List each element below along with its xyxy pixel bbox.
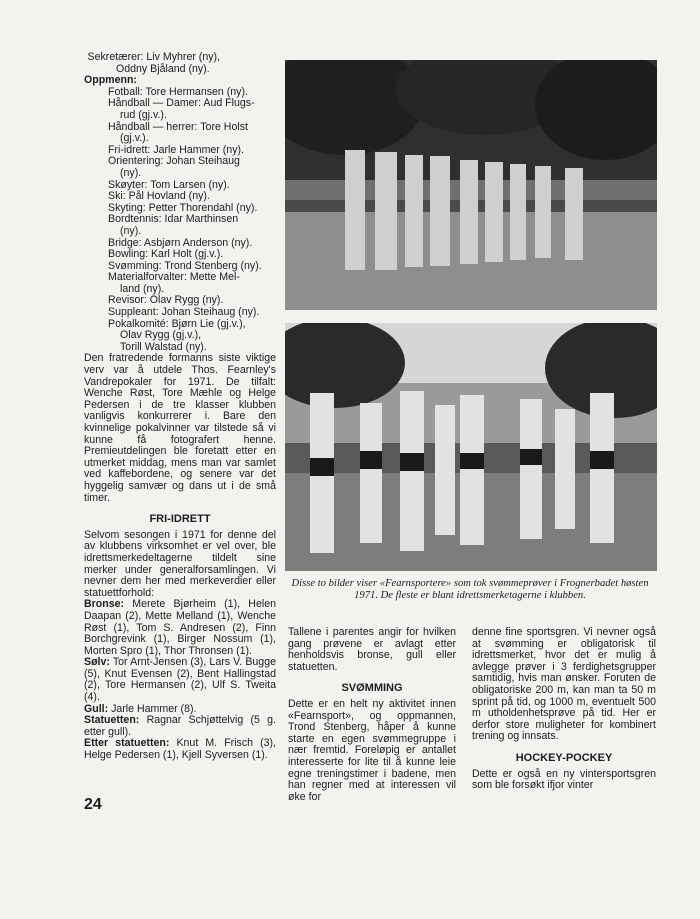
statuetten-entry [84, 715, 276, 738]
paragraph-hockey: Dette er også en ny vintersportsgren som ble forsøkt ifjor vinter [472, 767, 656, 792]
oppmann-line: Skyting: Petter Thorendahl (ny). [108, 201, 258, 214]
svomming-heading: SVØMMING [341, 682, 403, 695]
oppmenn-heading: Oppmenn: [84, 74, 137, 87]
bronse-entry [84, 599, 276, 657]
statuetten-label: Statuetten: [84, 714, 140, 727]
gull-text: Jarle Hammer (8). [111, 702, 197, 715]
gull-label: Gull: [84, 702, 109, 715]
oppmann-line: Suppleant: Johan Steihaug (ny). [108, 306, 260, 319]
photo-1-illustration [285, 60, 657, 310]
middle-column [288, 627, 456, 803]
paragraph-pokaler: Den fratredende formanns siste viktige verv var å utdele Thos. Fearnley's Vandrepokaler for 1971. De tilfalt: Wenche Røst, Tore Mæhle og Helge Pedersen i de tre klasser klubben vanligvis konkurrerer i. Bare den kvinnelige pokalvinner var tilstede så vi kunne få fotografert henne. Premieutdelingen ble foretatt etter en utmerket middag, mens man var samlet ved kaffebordene, og senere var det hyggelig samvær og dans ut i de små timer. [84, 352, 276, 504]
oppmann-line: Skøyter: Tom Larsen (ny). [108, 178, 230, 191]
paragraph-sportsgren: denne fine sportsgren. Vi nevner også at svømming er obligatorisk til idrettsmerket, hvor det er mulig å avlegge prøver i 3 ferdighetsgrupper samtidig, hvis man ønsker. Foruten de obligatoriske 200 m, kan man ta 50 m sprint på tid, og 1000 m, eventuelt 500 m utholdenhetsprøve på tid. Her er derfor store muligheter for kombinert trening og innsats. [472, 626, 656, 743]
friidrett-heading: FRI-IDRETT [149, 513, 211, 526]
oppmann-line: Pokalkomité: Bjørn Lie (gj.v.), [108, 317, 246, 330]
etter-statuetten-entry [84, 738, 276, 761]
etter-statuetten-text: Knut M. Frisch (3), Helge Pedersen (1), Kjell Syversen (1). [84, 737, 277, 762]
oppmann-line: Bridge: Asbjørn Anderson (ny). [108, 236, 253, 249]
photo-swimmers-group-2 [285, 323, 657, 571]
oppmann-line: Materialforvalter: Mette Mel- [108, 271, 240, 284]
photo-2-illustration [285, 323, 657, 571]
secretary-line-1: Sekretærer: Liv Myhrer (ny), [87, 51, 220, 63]
oppmann-line: (ny). [120, 166, 142, 179]
right-column [472, 627, 656, 792]
oppmann-line: (ny). [120, 224, 142, 237]
paragraph-friidrett: Selvom sesongen i 1971 for denne del av klubbens virksomhet er vel over, ble idrettsmerkedeltagerne tildelt sine merker under generalforsamlingen. Vi nevner dem her med merkeverdier eller statuettforhold: [84, 528, 276, 599]
bronse-label: Bronse: [84, 598, 125, 611]
solv-label: Sølv: [84, 656, 110, 669]
oppmann-line: Fri-idrett: Jarle Hammer (ny). [108, 143, 244, 156]
page-number: 24 [84, 796, 102, 813]
oppmann-line: land (ny). [120, 282, 165, 295]
secretary-line-2: Oddny Bjåland (ny). [116, 62, 210, 75]
oppmann-line: Svømming: Trond Stenberg (ny). [108, 259, 262, 272]
paragraph-parentes: Tallene i parentes angir for hvilken gang prøvene er avlagt etter henholdsvis bronse, gull eller statuetten. [288, 626, 456, 673]
solv-text: Tor Arnt-Jensen (3), Lars V. Bugge (5), Knut Evensen (2), Bent Hallingstad (2), Tore Hermansen (2), Ulf S. Tweita (4). [84, 656, 276, 704]
paragraph-svomming: Dette er en helt ny aktivitet innen «Fearnsport», og oppmannen, Trond Stenberg, håper å kunne starte en egen svømmegruppe i nær fremtid. Foreløpig er antallet interesserte for lite til å kunne leie egne treningstimer i badene, men han regner med at interessen vil øke for [288, 697, 456, 803]
bronse-text: Merete Bjørheim (1), Helen Daapan (2), Mette Melland (1), Wenche Røst (1), Tom S. Andresen (2), Finn Borchgrevink (1), Birger Nossum (1), Morten Spro (1), Thor Thronsen (1). [84, 598, 276, 657]
photo-swimmers-group-1 [285, 60, 657, 310]
oppmann-line: rud (gj.v.). [120, 108, 167, 121]
oppmann-line: Olav Rygg (gj.v.), [120, 329, 202, 342]
oppmann-line: Revisor: Olav Rygg (ny). [108, 294, 224, 307]
statuetten-text: Ragnar Schjøttelvig (5 g. etter gull). [84, 714, 276, 738]
oppmann-line: Håndball — Damer: Aud Flugs- [108, 97, 255, 110]
hockey-pockey-heading: HOCKEY-POCKEY [515, 751, 613, 764]
solv-entry [84, 657, 276, 703]
oppmann-line: Ski: Pål Hovland (ny). [108, 190, 210, 203]
oppmann-line: Orientering: Johan Steihaug [108, 155, 240, 168]
etter-statuetten-label: Etter statuetten: [84, 737, 170, 750]
oppmann-line: Torill Walstad (ny). [120, 340, 207, 353]
left-column [84, 52, 276, 762]
photo-caption: Disse to bilder viser «Fearnsportere» som tok svømmeprøver i Frognerbadet høsten 1971. De fleste er blant idrettsmerketagerne i klubben. [291, 578, 649, 601]
oppmenn-list [84, 87, 276, 354]
oppmann-line: Håndball — herrer: Tore Holst [108, 120, 248, 133]
oppmann-line: (gj.v.). [120, 132, 149, 145]
oppmann-line: Bordtennis: Idar Marthinsen [108, 213, 239, 226]
oppmann-line: Fotball: Tore Hermansen (ny). [108, 85, 248, 98]
oppmann-line: Bowling: Karl Holt (gj.v.). [108, 248, 224, 261]
